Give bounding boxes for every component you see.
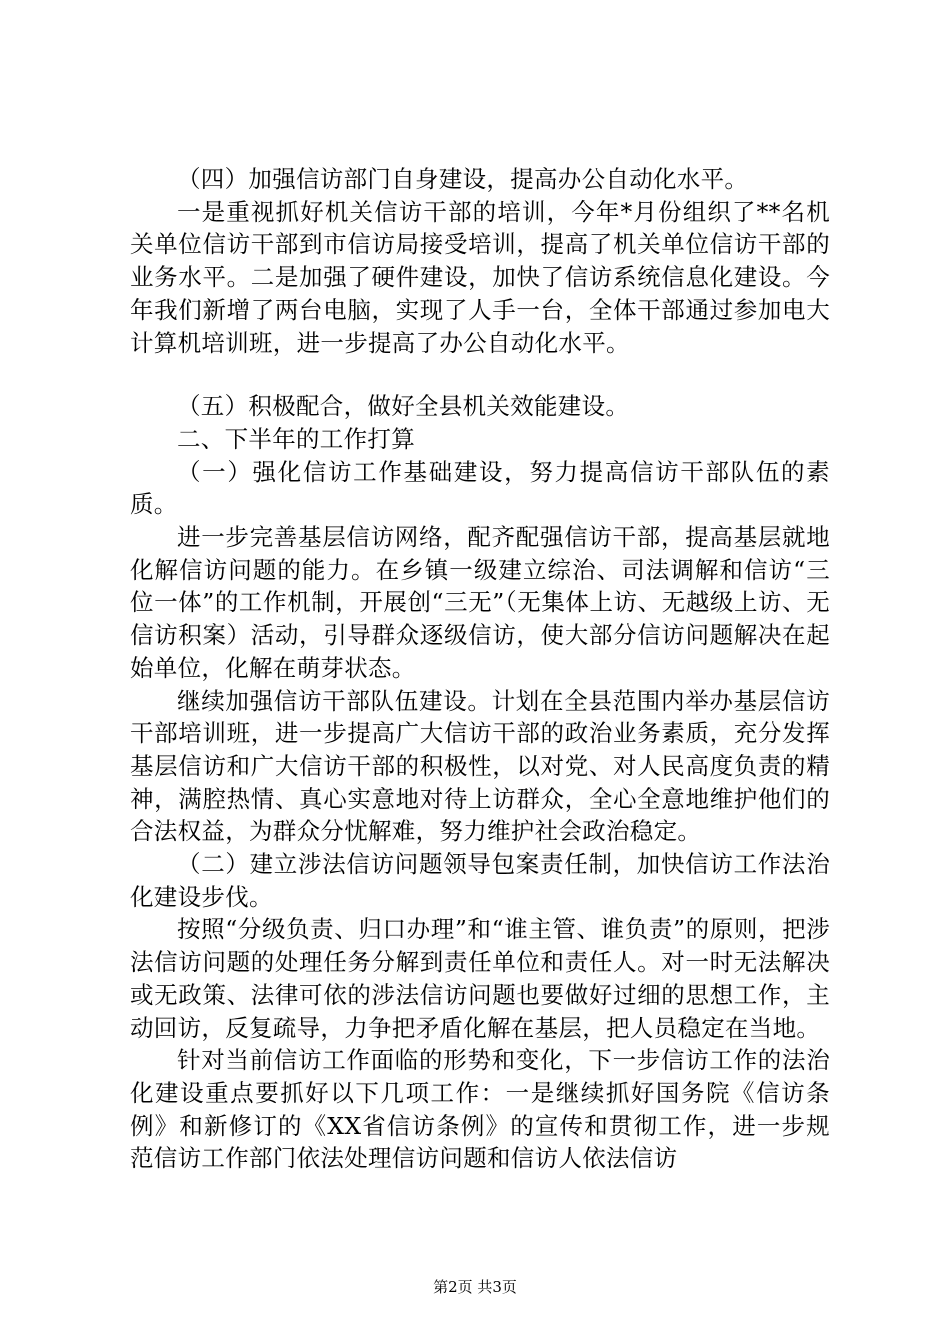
paragraph: 一是重视抓好机关信访干部的培训，今年*月份组织了**名机关单位信访干部到市信访局接受培训，提高了机关单位信访干部的业务水平。二是加强了硬件建设，加快了信访系统信息化建设。今年我们新增了两台电脑，实现了人手一台，全体干部通过参加电大计算机培训班，进一步提高了办公自动化水平。 xyxy=(130,197,830,357)
section-heading-2: （二）建立涉法信访问题领导包案责任制，加快信访工作法治化建设步伐。 xyxy=(130,850,830,911)
document-body xyxy=(130,163,830,1175)
page-footer xyxy=(0,1277,950,1297)
chapter-heading: 二、下半年的工作打算 xyxy=(177,424,415,453)
section-heading-1: （一）强化信访工作基础建设，努力提高信访干部队伍的素质。 xyxy=(130,457,830,519)
paragraph: 进一步完善基层信访网络，配齐配强信访干部，提高基层就地化解信访问题的能力。在乡镇一级建立综治、司法调解和信访“三位一体”的工作机制，开展创“三无”（无集体上访、无越级上访、无信访积案）活动，引导群众逐级信访，使大部分信访问题解决在起始单位，化解在萌芽状态。 xyxy=(130,523,830,682)
section-heading-4: （四）加强信访部门自身建设，提高办公自动化水平。 xyxy=(177,165,749,193)
paragraph: 针对当前信访工作面临的形势和变化，下一步信访工作的法治化建设重点要抓好以下几项工作：一是继续抓好国务院《信访条例》和新修订的《XX省信访条例》的宣传和贯彻工作，进一步规范信访工作部门依法处理信访问题和信访人依法信访 xyxy=(130,1046,830,1173)
section-heading-5: （五）积极配合，做好全县机关效能建设。 xyxy=(177,392,630,421)
page-number: 第2页 共3页 xyxy=(433,1278,517,1296)
paragraph: 继续加强信访干部队伍建设。计划在全县范围内举办基层信访干部培训班，进一步提高广大信访干部的政治业务素质，充分发挥基层信访和广大信访干部的积极性，以对党、对人民高度负责的精神，满腔热情、真心实意地对待上访群众，全心全意地维护他们的合法权益，为群众分忧解难，努力维护社会政治稳定。 xyxy=(130,686,830,846)
paragraph: 按照“分级负责、归口办理”和“谁主管、谁负责”的原则，把涉法信访问题的处理任务分解到责任单位和责任人。对一时无法解决或无政策、法律可依的涉法信访问题也要做好过细的思想工作，主动回访，反复疏导，力争把矛盾化解在基层，把人员稳定在当地。 xyxy=(130,915,830,1042)
